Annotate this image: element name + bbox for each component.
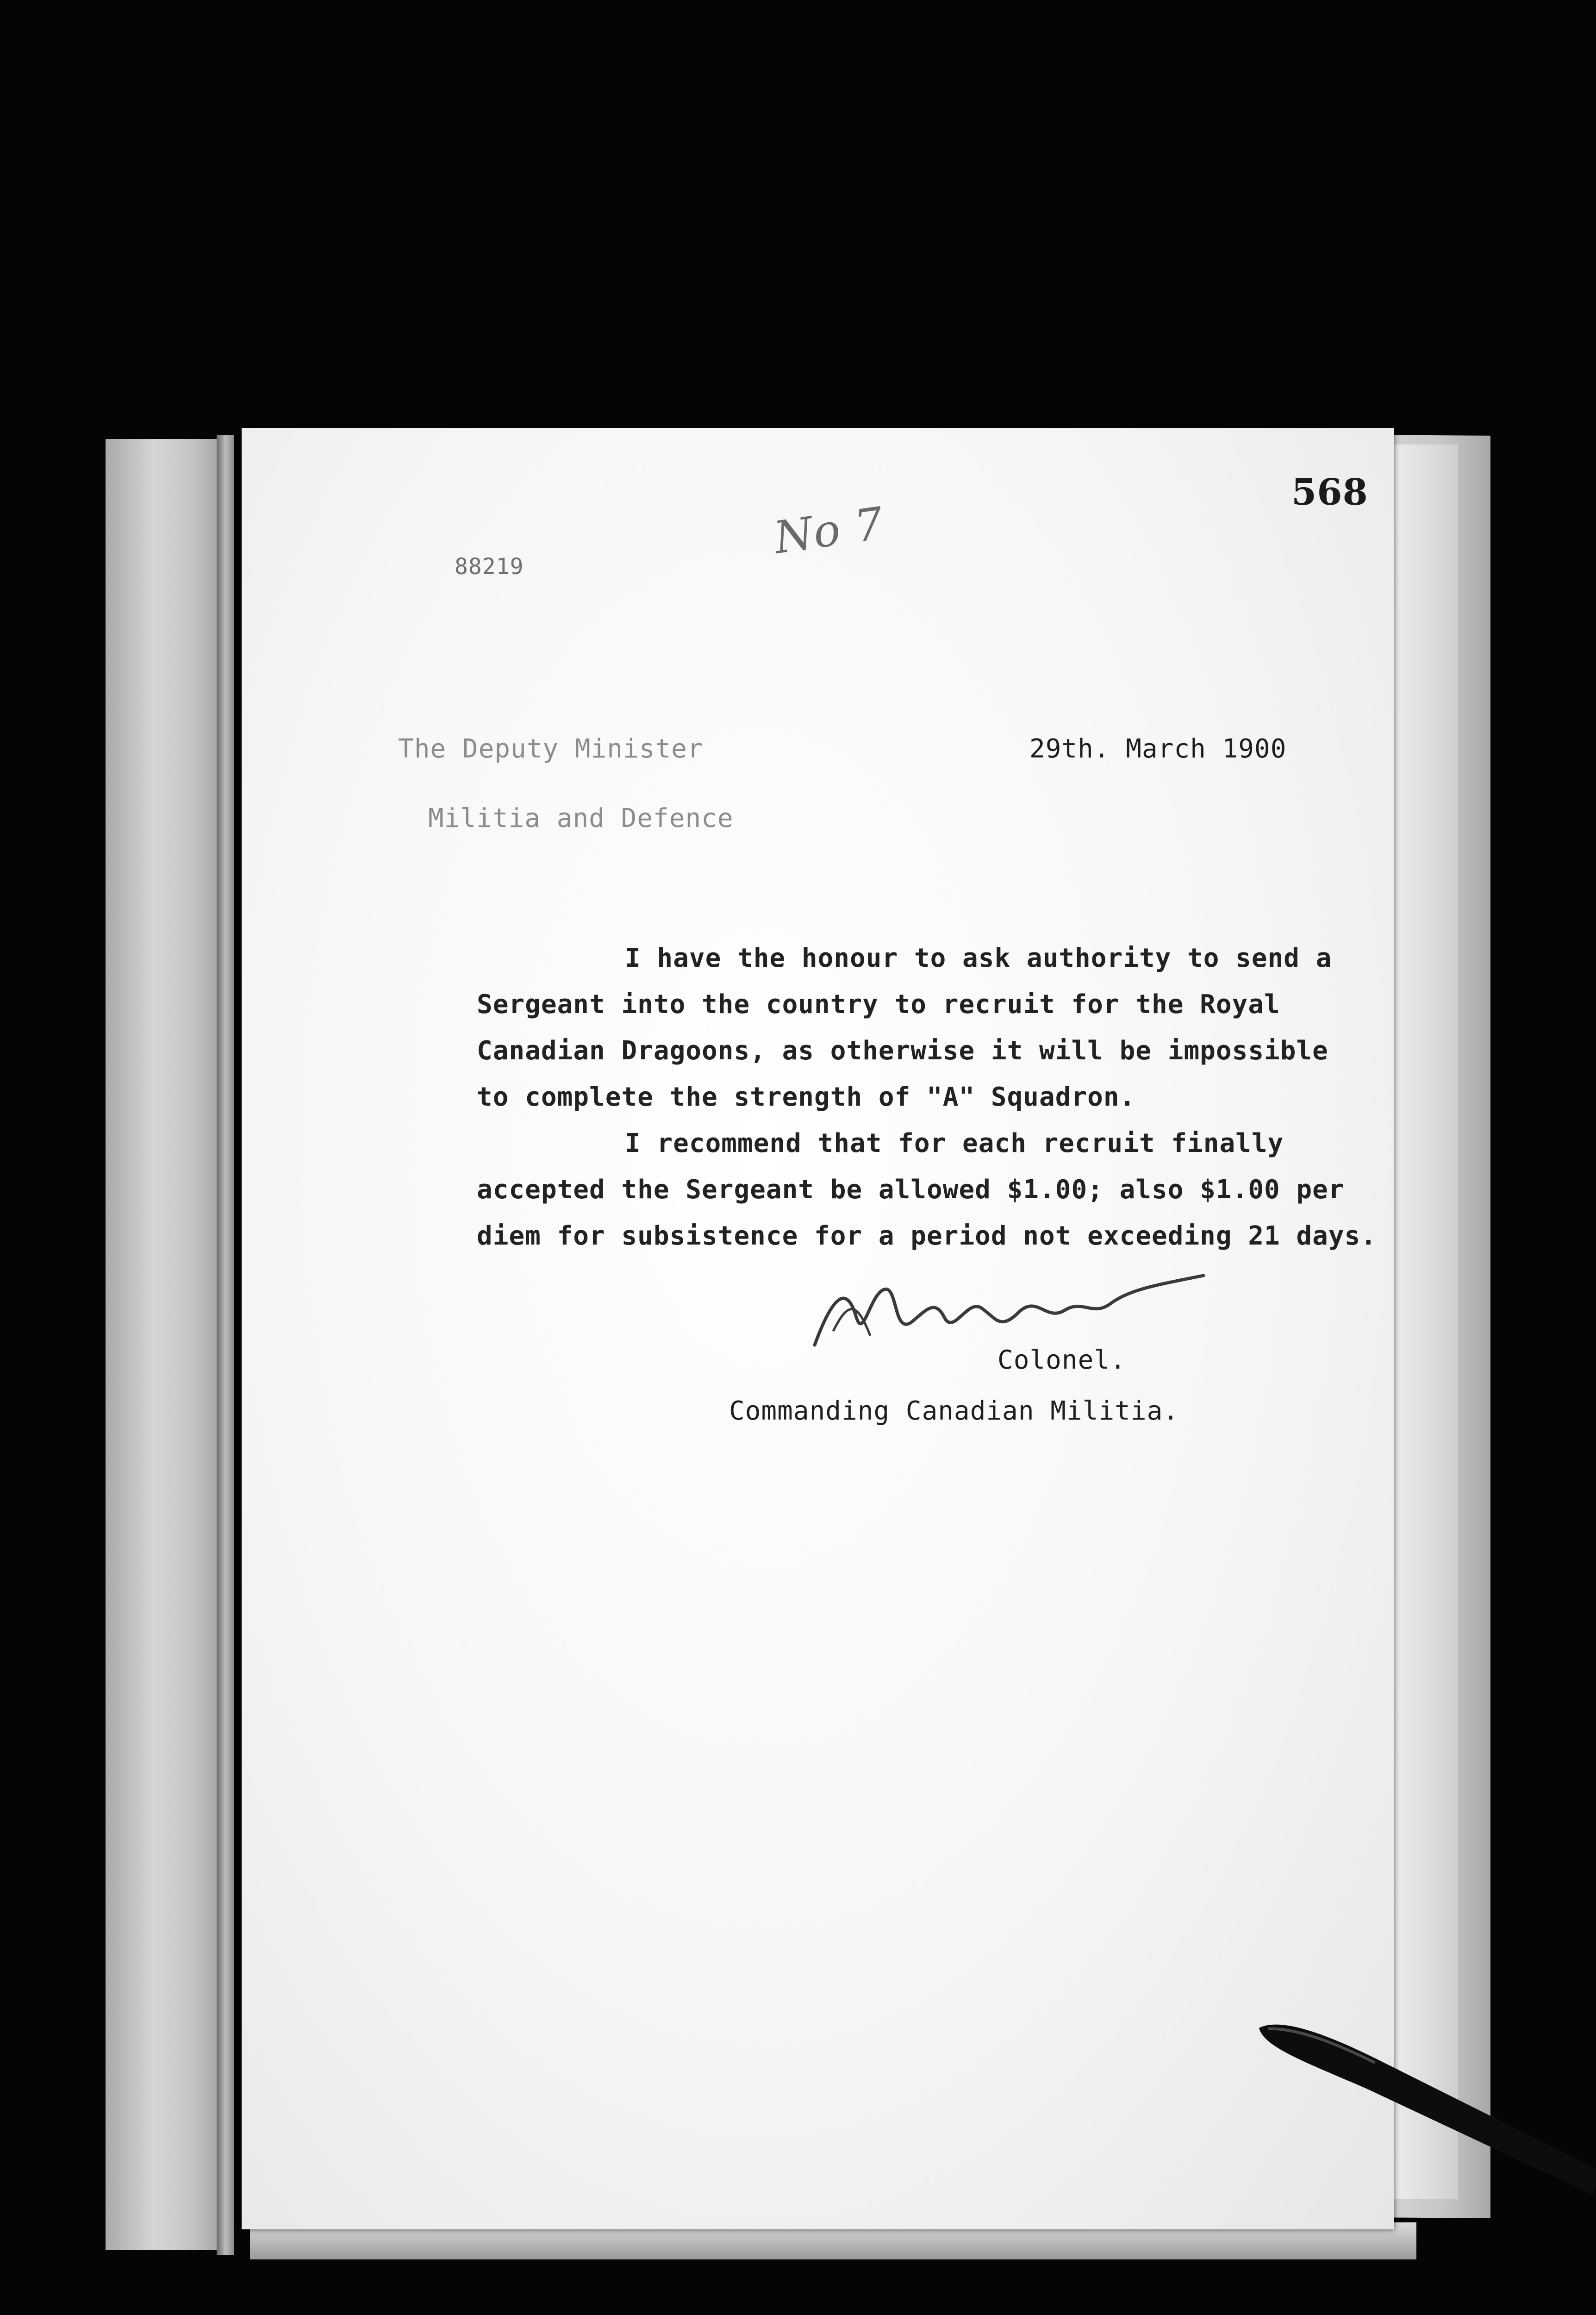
body-line: Sergeant into the country to recruit for the Royal — [477, 989, 1280, 1020]
body-line: Canadian Dragoons, as otherwise it will be impossible — [477, 1036, 1328, 1066]
left-folio-sheet — [106, 439, 228, 2250]
recipient-line: The Deputy Minister — [398, 734, 704, 764]
body-line: to complete the strength of "A" Squadron. — [477, 1082, 1136, 1112]
recipient-department: Militia and Defence — [428, 803, 734, 833]
body-line: accepted the Sergeant be allowed $1.00; also $1.00 per — [477, 1175, 1345, 1205]
body-line: I recommend that for each recruit finally — [625, 1128, 1284, 1158]
body-line: I have the honour to ask authority to send a — [625, 943, 1332, 973]
handwritten-reference: No 7 — [771, 497, 887, 564]
pen-pointer-icon — [1259, 2019, 1596, 2195]
handwritten-signature — [805, 1266, 1213, 1354]
signatory-title: Commanding Canadian Militia. — [729, 1396, 1179, 1426]
signatory-rank: Colonel. — [998, 1345, 1126, 1375]
file-number: 88219 — [455, 554, 524, 580]
page-number: 568 — [1291, 471, 1368, 513]
body-line: diem for subsistence for a period not exceeding 21 days. — [477, 1221, 1377, 1251]
binding-spine — [217, 435, 234, 2255]
letter-date: 29th. March 1900 — [1029, 734, 1287, 764]
right-folio-edge-inner — [1389, 444, 1458, 2199]
